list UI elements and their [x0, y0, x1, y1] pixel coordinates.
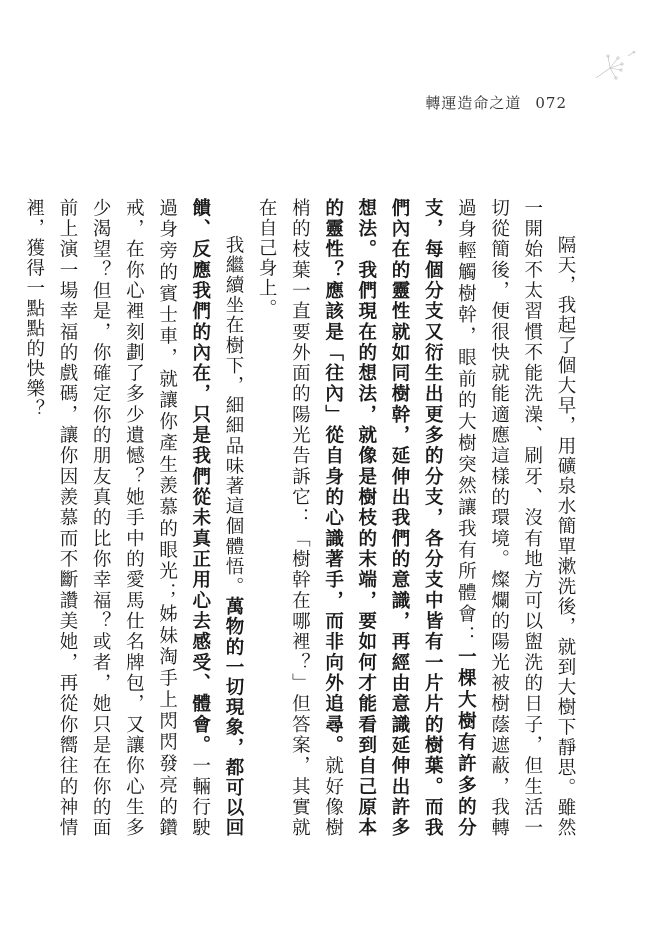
dandelion-icon: [588, 48, 638, 88]
paragraph-1-sentence-1: 隔天，我起了個大早，用礦泉水簡單漱洗後，就到大樹下靜思。雖然一開始不太習慣不能洗澡、刷牙、沒有地方可以盥洗的日子，但生活一切從簡後，便很快就能適應這樣的環境。燦爛的陽光被樹蔭遮蔽，我轉過身輕觸樹幹，眼前的大樹突然讓我有所體會：: [455, 198, 576, 838]
paragraph-2: [18, 198, 250, 838]
page-number: 072: [535, 94, 567, 112]
paragraph-2-sentence-3: 一輛行駛過身旁的賓士車，就讓你產生羨慕的眼光；姊妹淘手上閃閃發亮的鑽戒，在你心裡刻劃了多少遺憾？她手中的愛馬仕名牌包，又讓你心生多少渴望？但是，你確定你的朋友真的比你幸福？或者，她只是在你的面前上演一場幸福的戲碼，讓你因羨慕而不斷讚美她，再從你嚮往的神情裡，獲得一點點的快樂？: [23, 198, 211, 838]
chapter-title: 轉運造命之道: [425, 94, 522, 112]
running-header: [425, 92, 567, 113]
paragraph-1-sentence-3: 就好像樹梢的枝葉一直要外面的陽光告訴它：「樹幹在哪裡？」但答案，其實就在自己身上。: [256, 198, 344, 838]
paragraph-2-sentence-1: 我繼續坐在樹下，細細品味著這個體悟。: [222, 235, 244, 597]
paragraph-1-emphasis: 一棵大樹有許多的分支，每個分支又衍生出更多的分支，各分支中皆有一片片的樹葉。而我們內在的靈性就如同樹幹，延伸出我們的意識，再經由意識延伸出許多想法。我們現在的想法，就像是樹枝的末端，要如何才能看到自己原本的靈性？應該是「往內」從自身的心識著手，而非向外追尋。: [322, 198, 477, 838]
body-text: [23, 198, 582, 839]
paragraph-1: [250, 198, 582, 838]
paragraph-2-emphasis: 萬物的一切現象，都可以回饋、反應我們的內在，只是我們從未真正用心去感受、體會。: [189, 198, 244, 839]
